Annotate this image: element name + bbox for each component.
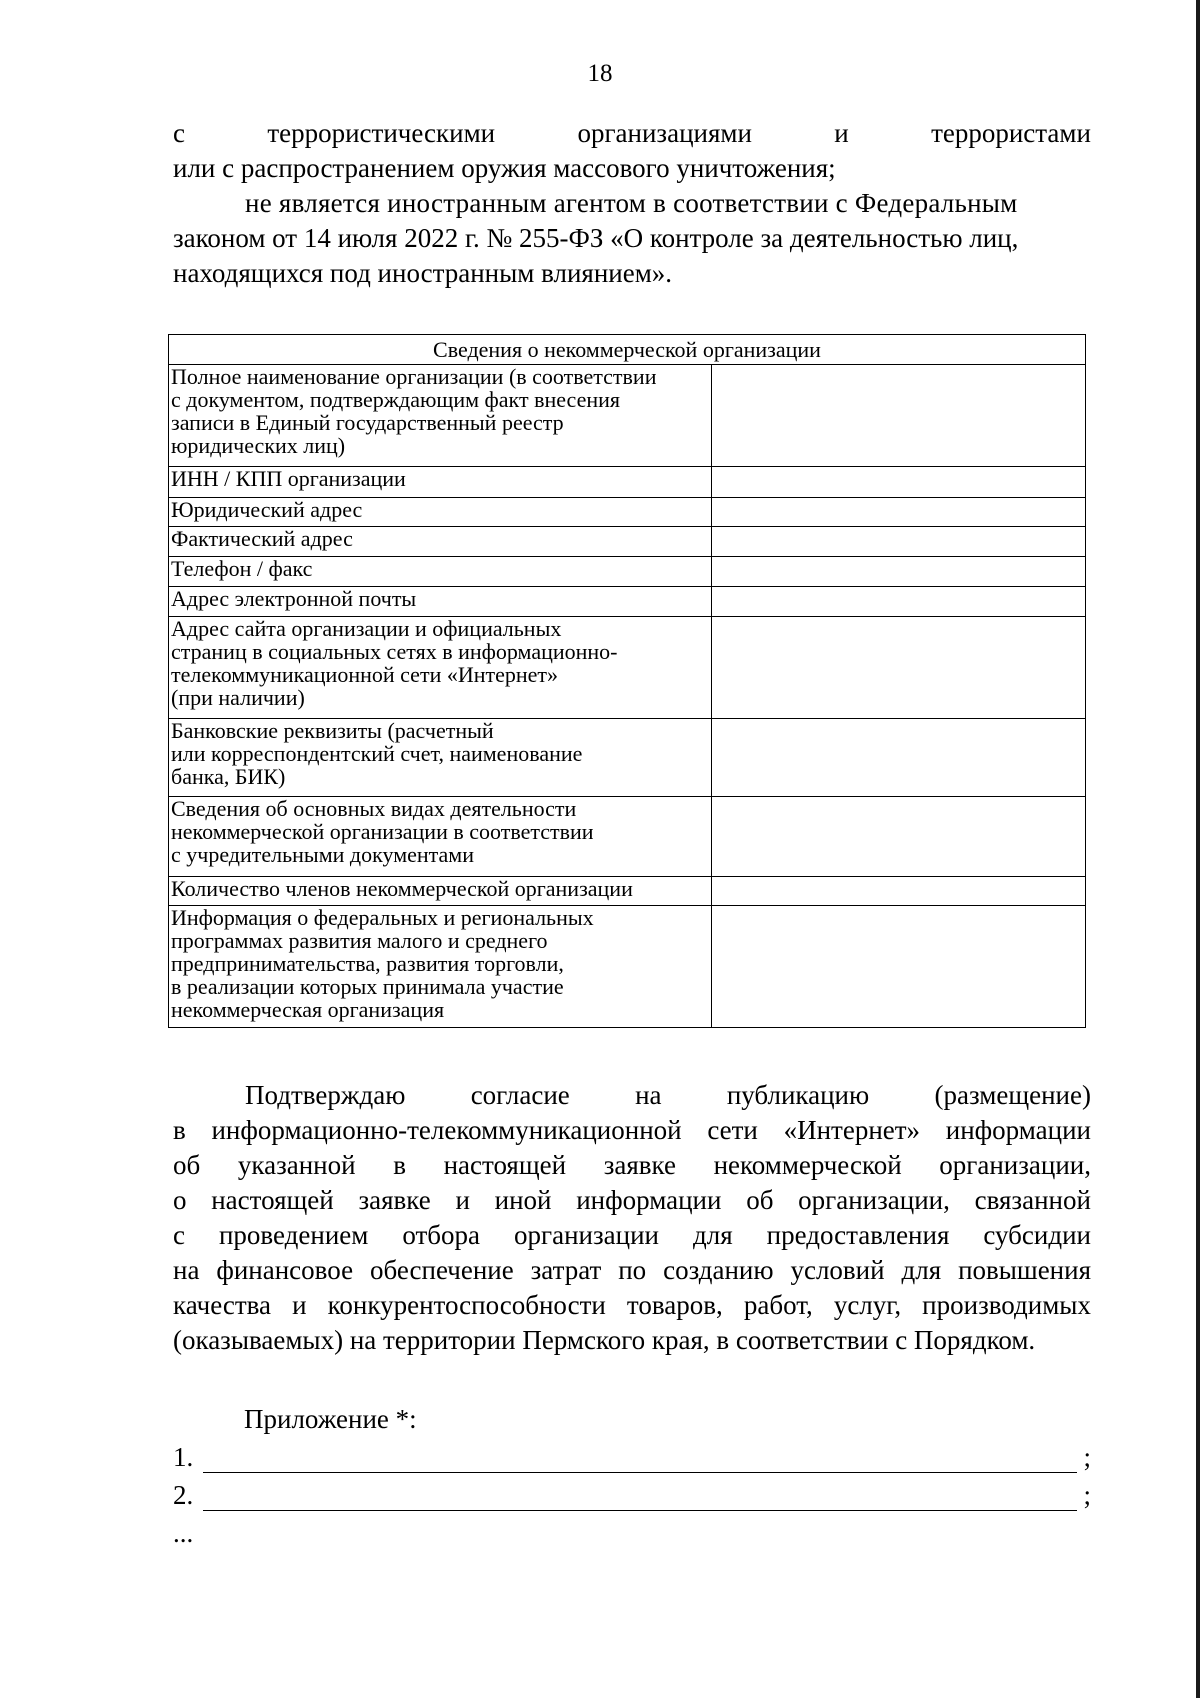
word: террористами	[931, 118, 1091, 148]
word: отбора	[402, 1220, 481, 1250]
row-value-cell[interactable]	[711, 365, 1085, 467]
appendix-item-2[interactable]	[173, 1480, 1091, 1515]
word: иной	[494, 1185, 552, 1215]
appendix-title: Приложение *:	[244, 1404, 417, 1434]
consent-line-7	[173, 1288, 1091, 1323]
word: и	[834, 118, 849, 148]
row-label: Адрес сайта организации и официальных страниц в социальных сетях в информационно- телекоммуникационной сети «Интернет» (при наличии)	[169, 617, 712, 719]
consent-line-4	[173, 1183, 1091, 1218]
word: о	[173, 1185, 187, 1215]
word: «Интернет»	[783, 1115, 921, 1145]
word: качества	[173, 1290, 272, 1320]
consent-line-2	[173, 1113, 1091, 1148]
row-value-cell[interactable]	[711, 557, 1085, 587]
word: затрат	[530, 1255, 602, 1285]
word: об	[173, 1150, 201, 1180]
table-row	[169, 719, 1086, 797]
row-value-cell[interactable]	[711, 877, 1085, 906]
row-label: Полное наименование организации (в соответствии с документом, подтверждающим факт внесения записи в Единый государственный реестр юридических лиц)	[169, 365, 712, 467]
word: проведением	[218, 1220, 369, 1250]
table-row	[169, 498, 1086, 527]
fill-in-line[interactable]	[203, 1472, 1077, 1473]
table-row	[169, 557, 1086, 587]
row-label: Адрес электронной почты	[169, 587, 712, 617]
word: по	[618, 1255, 647, 1285]
word: информационно-телекоммуникационной	[211, 1115, 682, 1145]
table-row	[169, 467, 1086, 498]
appendix-item-end: ;	[1083, 1442, 1091, 1472]
row-value-cell[interactable]	[711, 906, 1085, 1028]
word: субсидии	[983, 1220, 1091, 1250]
word: в	[173, 1115, 186, 1145]
consent-line-5	[173, 1218, 1091, 1253]
consent-paragraph	[173, 1078, 1091, 1358]
row-label: Сведения об основных видах деятельности некоммерческой организации в соответствии с учредительными документами	[169, 797, 712, 877]
consent-line-6	[173, 1253, 1091, 1288]
word: заявке	[358, 1185, 431, 1215]
word: с	[173, 118, 185, 148]
fill-in-line[interactable]	[203, 1510, 1077, 1511]
word: согласие	[470, 1080, 570, 1110]
table-row	[169, 617, 1086, 719]
word: производимых	[922, 1290, 1091, 1320]
table-header: Сведения о некоммерческой организации	[169, 335, 1086, 365]
word: повышения	[958, 1255, 1091, 1285]
word: на	[635, 1080, 662, 1110]
intro-paragraph	[173, 116, 1091, 291]
intro-line-1	[173, 116, 1091, 151]
word: для	[901, 1255, 942, 1285]
word: (размещение)	[934, 1080, 1091, 1110]
row-value-cell[interactable]	[711, 797, 1085, 877]
appendix-item-number: 1.	[173, 1442, 194, 1472]
word: с	[173, 1220, 185, 1250]
table-row	[169, 587, 1086, 617]
appendix-item-end: ;	[1083, 1480, 1091, 1510]
row-value-cell[interactable]	[711, 719, 1085, 797]
table-row	[169, 365, 1086, 467]
appendix-ellipsis: ...	[173, 1518, 194, 1548]
page-number: 18	[587, 60, 613, 87]
word: публикацию	[726, 1080, 870, 1110]
table-row	[169, 906, 1086, 1028]
word: товаров,	[626, 1290, 723, 1320]
row-label: Телефон / факс	[169, 557, 712, 587]
word: услуг,	[833, 1290, 902, 1320]
word: организации,	[798, 1185, 950, 1215]
word: созданию	[663, 1255, 774, 1285]
word: организации,	[939, 1150, 1091, 1180]
scan-edge	[1196, 0, 1200, 1698]
consent-line-3	[173, 1148, 1091, 1183]
organization-info-table	[168, 334, 1086, 1028]
word: для	[692, 1220, 733, 1250]
appendix-item-1[interactable]	[173, 1442, 1091, 1477]
consent-line-1	[173, 1078, 1091, 1113]
word: информации	[945, 1115, 1091, 1145]
row-value-cell[interactable]	[711, 498, 1085, 527]
word: настоящей	[443, 1150, 567, 1180]
row-label: Банковские реквизиты (расчетный или корреспондентский счет, наименование банка, БИК)	[169, 719, 712, 797]
word: работ,	[743, 1290, 813, 1320]
word: Подтверждаю	[245, 1080, 406, 1110]
consent-line-8: (оказываемых) на территории Пермского края, в соответствии с Порядком.	[173, 1325, 1036, 1355]
word: предоставления	[766, 1220, 950, 1250]
word: информации	[576, 1185, 722, 1215]
row-value-cell[interactable]	[711, 617, 1085, 719]
word: сети	[707, 1115, 758, 1145]
word: террористическими	[267, 118, 496, 148]
word: в	[393, 1150, 406, 1180]
intro-line-3: не является иностранным агентом в соответствии с Федеральным	[245, 188, 1018, 218]
word: связанной	[974, 1185, 1091, 1215]
row-label: Количество членов некоммерческой организации	[169, 877, 712, 906]
word: некоммерческой	[713, 1150, 902, 1180]
word: и	[292, 1290, 307, 1320]
word: организациями	[577, 118, 752, 148]
word: об	[746, 1185, 774, 1215]
intro-line-2: или с распространением оружия массового уничтожения;	[173, 153, 836, 183]
word: и	[455, 1185, 470, 1215]
row-value-cell[interactable]	[711, 467, 1085, 498]
table-row	[169, 527, 1086, 557]
intro-line-5: находящихся под иностранным влиянием».	[173, 258, 673, 288]
word: обеспечение	[369, 1255, 514, 1285]
word: на	[173, 1255, 200, 1285]
row-label: Юридический адрес	[169, 498, 712, 527]
row-label: Фактический адрес	[169, 527, 712, 557]
word: условий	[790, 1255, 885, 1285]
word: настоящей	[211, 1185, 334, 1215]
appendix-item-number: 2.	[173, 1480, 194, 1510]
word: конкурентоспособности	[327, 1290, 606, 1320]
word: указанной	[237, 1150, 356, 1180]
word: заявке	[603, 1150, 676, 1180]
row-label: ИНН / КПП организации	[169, 467, 712, 498]
table-row	[169, 797, 1086, 877]
intro-line-4: законом от 14 июля 2022 г. № 255-ФЗ «О контроле за деятельностью лиц,	[173, 223, 1019, 253]
word: финансовое	[216, 1255, 354, 1285]
table-row	[169, 877, 1086, 906]
row-value-cell[interactable]	[711, 587, 1085, 617]
word: организации	[514, 1220, 659, 1250]
row-value-cell[interactable]	[711, 527, 1085, 557]
row-label: Информация о федеральных и региональных программах развития малого и среднего предпринимательства, развития торговли, в реализации которых принимала участие некоммерческая организация	[169, 906, 712, 1028]
